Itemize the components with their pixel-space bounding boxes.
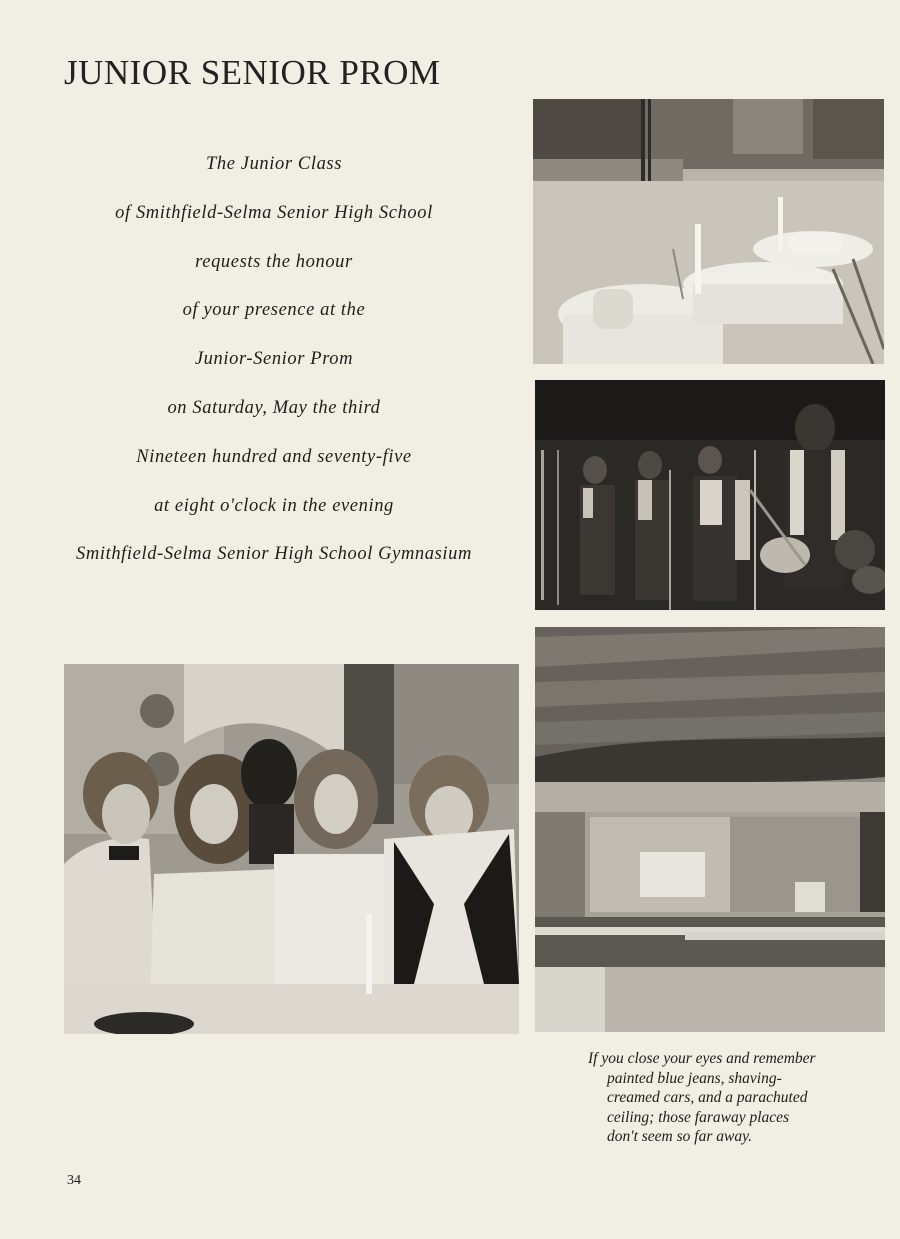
caption-line: don't seem so far away. bbox=[607, 1128, 752, 1145]
band-photo bbox=[535, 380, 885, 610]
invitation-line: The Junior Class bbox=[205, 154, 343, 174]
caption-line: painted blue jeans, shaving- bbox=[607, 1069, 782, 1087]
invitation-line: Smithfield-Selma Senior High School Gymnasium bbox=[76, 544, 472, 565]
prom-couples-photo bbox=[64, 664, 519, 1034]
invitation-line: of Smithfield-Selma Senior High School bbox=[115, 202, 433, 223]
page-title: JUNIOR SENIOR PROM bbox=[64, 53, 441, 93]
parachute-ceiling-photo bbox=[535, 627, 885, 1032]
page-number: 34 bbox=[67, 1173, 81, 1188]
invitation-line: requests the honour bbox=[195, 251, 353, 272]
invitation-line: Junior-Senior Prom bbox=[194, 349, 354, 370]
invitation-line: of your presence at the bbox=[182, 300, 366, 321]
invitation-line: at eight o'clock in the evening bbox=[154, 495, 394, 516]
invitation-line: on Saturday, May the third bbox=[167, 397, 381, 418]
caption-line: ceiling; those faraway places bbox=[607, 1108, 790, 1126]
gym-tables-photo bbox=[533, 99, 884, 364]
caption-line: If you close your eyes and remember bbox=[588, 1050, 816, 1067]
invitation-line: Nineteen hundred and seventy-five bbox=[136, 446, 412, 467]
photo-caption bbox=[588, 1049, 888, 1147]
prom-invitation bbox=[40, 148, 508, 587]
caption-line: creamed cars, and a parachuted bbox=[607, 1089, 808, 1106]
